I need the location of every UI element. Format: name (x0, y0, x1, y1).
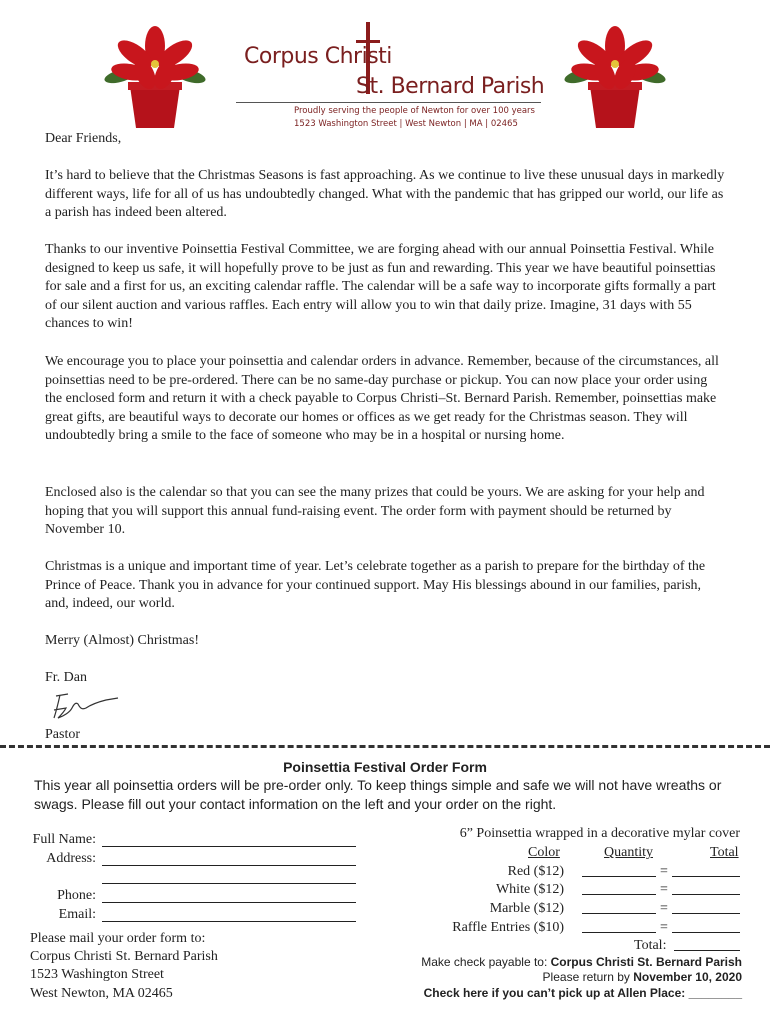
red-total-input[interactable] (672, 864, 740, 877)
letter-signer: Fr. Dan (45, 670, 87, 685)
quantity-column-header: Quantity (604, 845, 653, 860)
logo-address: 1523 Washington Street | West Newton | MA | 02465 (294, 119, 518, 129)
order-row-label: Red ($12) (507, 864, 564, 879)
equals-sign: = (660, 901, 668, 916)
payable-name: Corpus Christi St. Bernard Parish (550, 955, 742, 969)
mail-address-line: 1523 Washington Street (30, 967, 164, 982)
order-row-label: Marble ($12) (489, 901, 564, 916)
grand-total-label: Total: (634, 938, 667, 953)
logo-line-1: Corpus Christi (244, 44, 392, 69)
order-heading: 6” Poinsettia wrapped in a decorative mylar cover (459, 826, 740, 841)
email-label: Email: (58, 907, 96, 922)
address-label: Address: (46, 851, 96, 866)
white-total-input[interactable] (672, 882, 740, 895)
address-input-line-2[interactable] (102, 869, 356, 884)
logo-line-2: St. Bernard Parish (356, 74, 545, 99)
order-form-title: Poinsettia Festival Order Form (283, 759, 487, 775)
letter-greeting: Dear Friends, (45, 131, 122, 146)
letter-paragraph: We encourage you to place your poinsettia and calendar orders in advance. Remember, because of the circumstances, all poinsettias need to be pre-ordered. There can be no same-day purchase or pickup. You can now place your order using the enclosed form and return it with a check payable to Corpus Christi–St. Bernard Parish. Remember, poinsettias make great gifts, are beautiful ways to decorate our homes or offices as we get ready for the Christmas season. They will undoubtedly bring a smile to the face of someone who may be in a hospital or nursing home. (45, 354, 719, 443)
letter-signer-title: Pastor (45, 727, 80, 742)
letter-paragraph: Christmas is a unique and important time of year. Let’s celebrate together as a parish to prepare for the birthday of the Prince of Peace. Thank you in advance for your continued support. May His blessings abound in our families, parish, and, indeed, our world. (45, 559, 706, 611)
cut-line-divider (0, 745, 770, 748)
raffle-quantity-input[interactable] (582, 920, 656, 933)
marble-total-input[interactable] (672, 901, 740, 914)
mail-heading: Please mail your order form to: (30, 931, 206, 946)
poinsettia-plant-image (560, 24, 670, 134)
full-name-input[interactable] (102, 832, 356, 847)
parish-logo (236, 22, 546, 132)
return-line (543, 970, 742, 984)
letter-closing: Merry (Almost) Christmas! (45, 633, 199, 648)
letter-paragraph: It’s hard to believe that the Christmas Seasons is fast approaching. As we continue to live these unusual days in markedly different ways, life for all of us has undoubtedly changed. What with the pandemic that has gripped our world, our life as a parish has indeed been altered. (45, 168, 725, 220)
logo-divider (236, 102, 541, 103)
order-form-intro: This year all poinsettia orders will be pre-order only. To keep things simple and safe we will not have wreaths or swags. Please fill out your contact information on the left and your order on the right. (34, 777, 722, 812)
order-row-label: White ($12) (495, 882, 564, 897)
pickup-checkbox-line[interactable]: Check here if you can’t pick up at Allen Place: ________ (423, 986, 742, 1000)
logo-tagline: Proudly serving the people of Newton for over 100 years (294, 106, 535, 116)
phone-input[interactable] (102, 888, 356, 903)
white-quantity-input[interactable] (582, 882, 656, 895)
payable-prefix: Make check payable to: (421, 955, 551, 969)
marble-quantity-input[interactable] (582, 901, 656, 914)
address-input-line-1[interactable] (102, 851, 356, 866)
return-prefix: Please return by (542, 970, 634, 984)
phone-label: Phone: (57, 888, 96, 903)
mail-address-line: West Newton, MA 02465 (30, 986, 173, 1001)
equals-sign: = (660, 882, 668, 897)
payable-line (421, 955, 742, 969)
poinsettia-plant-image (100, 24, 210, 134)
equals-sign: = (660, 864, 668, 879)
full-name-label: Full Name: (32, 832, 96, 847)
grand-total-input[interactable] (674, 938, 740, 951)
signature-image (46, 688, 126, 724)
order-row-label: Raffle Entries ($10) (452, 920, 564, 935)
cross-bar-icon (356, 40, 380, 43)
mail-address-line: Corpus Christi St. Bernard Parish (30, 949, 218, 964)
equals-sign: = (660, 920, 668, 935)
red-quantity-input[interactable] (582, 864, 656, 877)
email-input[interactable] (102, 907, 356, 922)
total-column-header: Total (710, 845, 739, 860)
color-column-header: Color (528, 845, 560, 860)
letter-paragraph: Thanks to our inventive Poinsettia Festival Committee, we are forging ahead with our annual Poinsettia Festival. While designed to keep us safe, it will hopefully prove to be just as fun and rewarding. This year we have beautiful poinsettias for sale and a first for us, an exciting calendar raffle. The calendar will be a safe way to incorporate gifts formally a part of our silent auction and various raffles. Each entry will allow you to win that daily prize. Imagine, 31 days with 55 chances to win! (45, 242, 716, 331)
letter-paragraph: Enclosed also is the calendar so that you can see the many prizes that could be yours. We are asking for your help and hoping that you will support this annual fund-raising event. The order form with payment should be returned by November 10. (45, 485, 705, 537)
return-date: November 10, 2020 (633, 970, 742, 984)
raffle-total-input[interactable] (672, 920, 740, 933)
